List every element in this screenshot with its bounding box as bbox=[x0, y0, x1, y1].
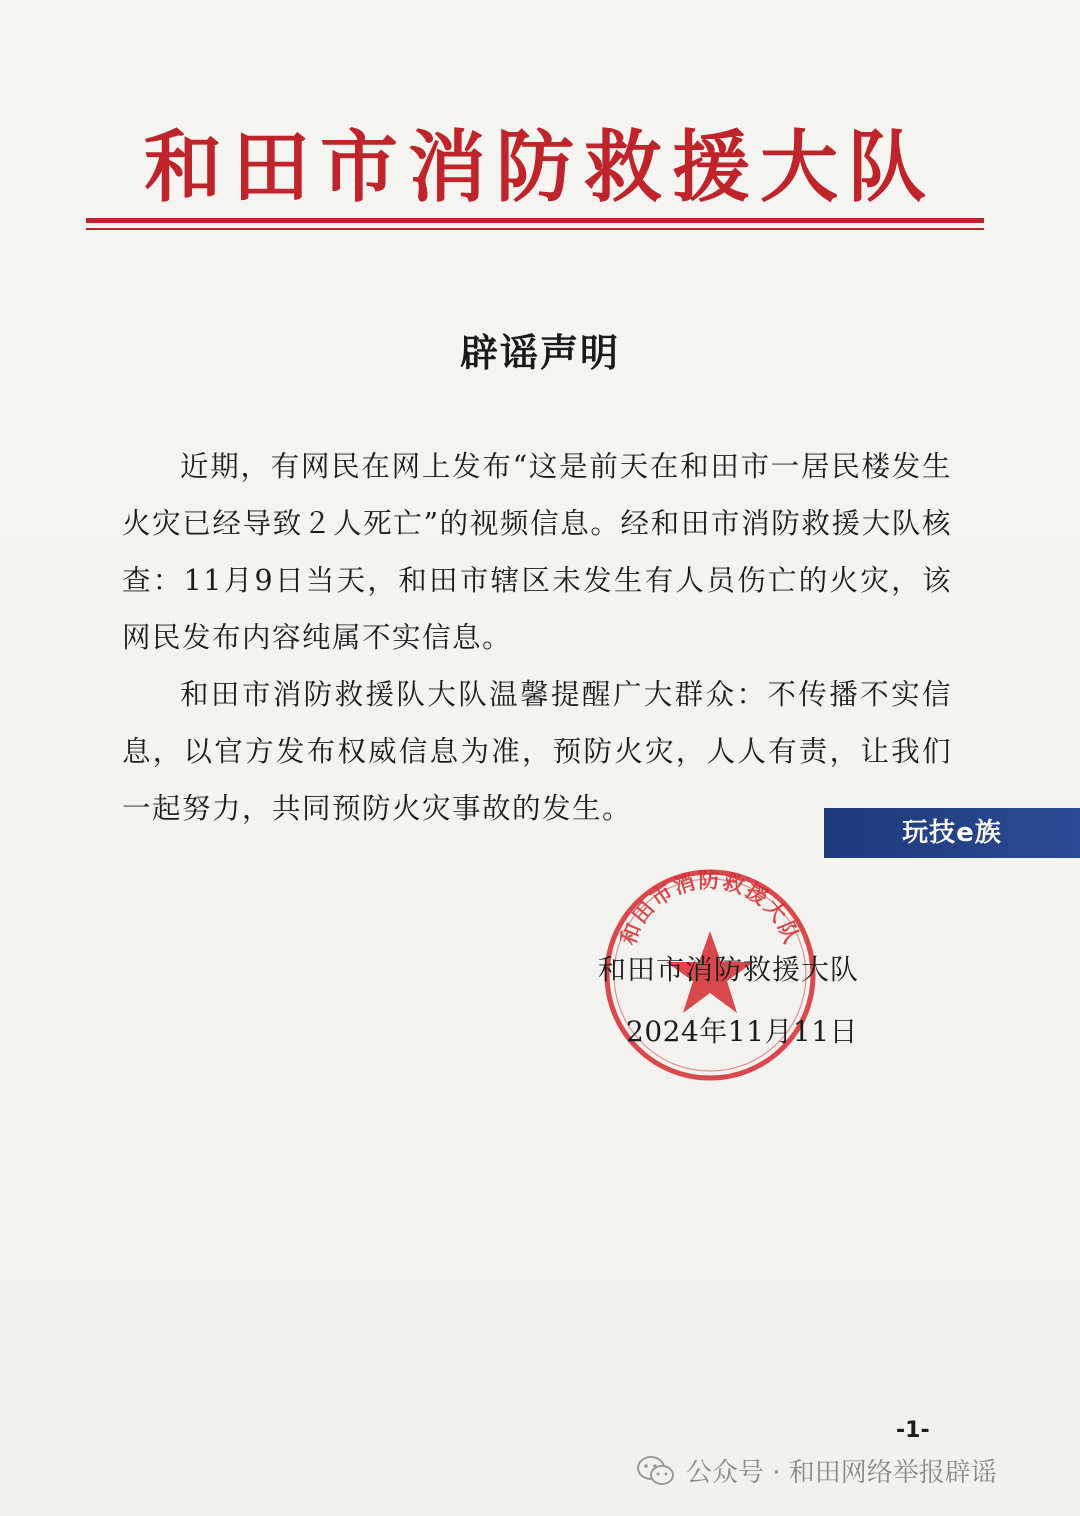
signature-date: 2024年11月11日 bbox=[626, 1015, 859, 1048]
document-body bbox=[122, 438, 952, 837]
footer-source bbox=[636, 1452, 997, 1489]
document-title: 辟谣声明 bbox=[459, 331, 620, 375]
letterhead-rule-thick bbox=[86, 218, 984, 223]
watermark-badge: 玩技e族 bbox=[824, 808, 1080, 858]
letterhead-rule-thin bbox=[86, 228, 984, 230]
svg-text:和田市消防救援大队: 和田市消防救援大队 bbox=[615, 868, 805, 949]
wechat-icon bbox=[636, 1455, 676, 1487]
letterhead-title: 和田市消防救援大队 bbox=[143, 123, 936, 213]
body-paragraph-1: 近期，有网民在网上发布“这是前天在和田市一居民楼发生火灾已经导致２人死亡”的视频信息。经和田市消防救援大队核查：11月9日当天，和田市辖区未发生有人员伤亡的火灾，该网民发布内容纯属不实信息。 bbox=[122, 450, 952, 654]
signature-organization: 和田市消防救援大队 bbox=[598, 953, 860, 986]
page-number: -1- bbox=[896, 1418, 930, 1443]
body-paragraph-2: 和田市消防救援队大队温馨提醒广大群众：不传播不实信息，以官方发布权威信息为准，预防火灾，人人有责，让我们一起努力，共同预防火灾事故的发生。 bbox=[122, 678, 952, 825]
footer-source-label: 公众号 · 和田网络举报辟谣 bbox=[686, 1458, 997, 1488]
